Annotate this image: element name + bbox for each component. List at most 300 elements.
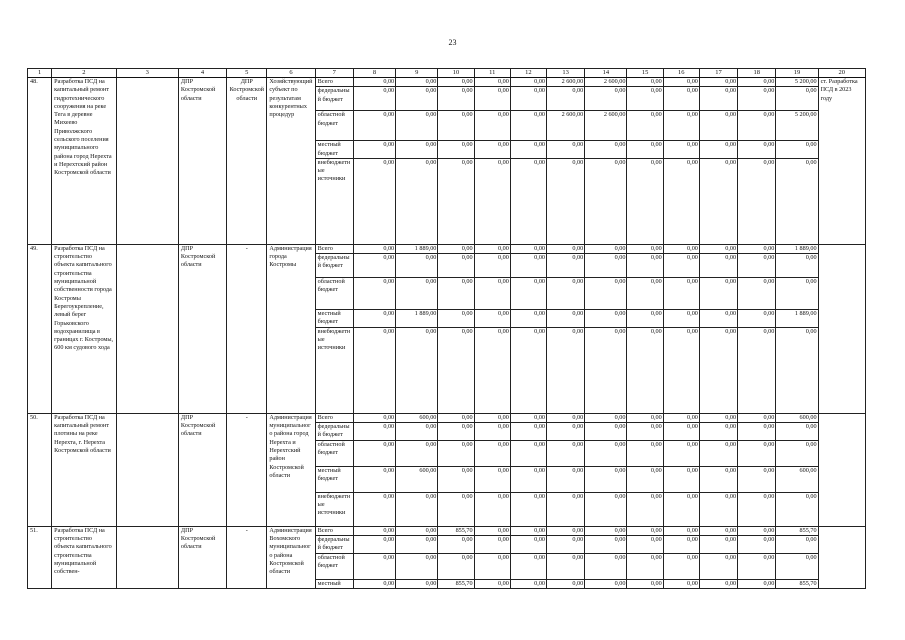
amount-cell: 0,00 [353, 158, 395, 244]
column-number-cell: 7 [315, 69, 353, 78]
amount-cell: 0,00 [699, 327, 737, 413]
amount-cell: 0,00 [738, 78, 776, 87]
amount-cell: 0,00 [510, 579, 546, 588]
amount-cell: 0,00 [474, 492, 510, 526]
amount-cell: 0,00 [738, 310, 776, 328]
amount-cell: 0,00 [699, 87, 737, 111]
amount-cell: 0,00 [353, 254, 395, 278]
amount-cell: 0,00 [510, 535, 546, 553]
column-number-cell: 18 [738, 69, 776, 78]
amount-cell: 0,00 [585, 553, 627, 579]
entry-number: 51. [28, 526, 52, 588]
amount-cell: 0,00 [627, 278, 663, 310]
amount-cell: 0,00 [353, 440, 395, 466]
amount-cell: 0,00 [396, 254, 438, 278]
amount-cell: 0,00 [627, 141, 663, 159]
entry-coexecutor: - [227, 244, 267, 413]
column-number-cell: 17 [699, 69, 737, 78]
amount-cell: 0,00 [699, 278, 737, 310]
entry-col-3 [116, 244, 178, 413]
amount-cell: 0,00 [438, 244, 474, 253]
amount-cell: 0,00 [547, 466, 585, 492]
amount-cell: 0,00 [627, 327, 663, 413]
amount-cell: 0,00 [474, 310, 510, 328]
amount-cell: 0,00 [353, 310, 395, 328]
amount-cell: 0,00 [585, 535, 627, 553]
amount-cell: 0,00 [663, 158, 699, 244]
amount-cell: 0,00 [585, 254, 627, 278]
amount-cell: 0,00 [627, 254, 663, 278]
table-row [28, 78, 866, 87]
amount-cell: 0,00 [738, 535, 776, 553]
funding-source: федеральный бюджет [315, 423, 353, 441]
amount-cell: 0,00 [663, 440, 699, 466]
amount-cell: 0,00 [438, 423, 474, 441]
amount-cell: 0,00 [353, 526, 395, 535]
amount-cell: 0,00 [627, 526, 663, 535]
amount-cell: 0,00 [699, 78, 737, 87]
amount-cell: 0,00 [627, 244, 663, 253]
amount-cell: 0,00 [396, 579, 438, 588]
entry-name: Разработка ПСД на капитальный ремонт гидротехнического сооружения на реке Тега в деревне Михеево Приволжского сельского поселения муниципального района город Нерехта и Нерехтский район Костромской области [52, 78, 116, 245]
amount-cell: 0,00 [699, 423, 737, 441]
amount-cell: 0,00 [353, 423, 395, 441]
amount-cell: 0,00 [699, 466, 737, 492]
amount-cell: 0,00 [663, 492, 699, 526]
amount-cell: 0,00 [776, 158, 818, 244]
column-number-row [28, 69, 866, 78]
amount-cell: 0,00 [474, 278, 510, 310]
amount-cell: 0,00 [585, 492, 627, 526]
entry-note: ст. Разработка ПСД в 2023 году [818, 78, 865, 245]
amount-cell: 0,00 [438, 553, 474, 579]
entry-responsible: ДПР Костромской области [178, 413, 226, 526]
amount-cell: 0,00 [510, 423, 546, 441]
amount-cell: 0,00 [585, 423, 627, 441]
amount-cell: 0,00 [353, 141, 395, 159]
column-number-cell: 1 [28, 69, 52, 78]
amount-cell: 0,00 [663, 553, 699, 579]
funding-source: федеральный бюджет [315, 254, 353, 278]
entry-coexecutor: - [227, 413, 267, 526]
amount-cell: 0,00 [353, 579, 395, 588]
amount-cell: 0,00 [547, 553, 585, 579]
amount-cell: 2 600,00 [547, 111, 585, 141]
amount-cell: 855,70 [776, 579, 818, 588]
amount-cell: 2 600,00 [585, 111, 627, 141]
amount-cell: 0,00 [396, 535, 438, 553]
amount-cell: 0,00 [627, 553, 663, 579]
entry-number: 48. [28, 78, 52, 245]
funding-source: областной бюджет [315, 278, 353, 310]
amount-cell: 0,00 [474, 141, 510, 159]
amount-cell: 0,00 [510, 111, 546, 141]
amount-cell: 0,00 [738, 579, 776, 588]
amount-cell: 0,00 [585, 278, 627, 310]
amount-cell: 0,00 [627, 158, 663, 244]
amount-cell: 0,00 [353, 78, 395, 87]
amount-cell: 0,00 [738, 111, 776, 141]
amount-cell: 0,00 [738, 466, 776, 492]
entry-name: Разработка ПСД на строительство объекта капитального строительства муниципальной собствен- [52, 526, 116, 588]
amount-cell: 0,00 [738, 327, 776, 413]
amount-cell: 0,00 [474, 254, 510, 278]
amount-cell: 0,00 [353, 111, 395, 141]
amount-cell: 0,00 [738, 440, 776, 466]
amount-cell: 1 889,00 [776, 310, 818, 328]
column-number-cell: 2 [52, 69, 116, 78]
amount-cell: 0,00 [699, 141, 737, 159]
amount-cell: 0,00 [663, 413, 699, 422]
entry-responsible: ДПР Костромской области [178, 244, 226, 413]
amount-cell: 0,00 [663, 535, 699, 553]
amount-cell: 0,00 [699, 526, 737, 535]
amount-cell: 0,00 [438, 78, 474, 87]
entry-executor: Администрация города Костромы [267, 244, 315, 413]
amount-cell: 0,00 [510, 526, 546, 535]
amount-cell: 0,00 [510, 310, 546, 328]
amount-cell: 0,00 [438, 87, 474, 111]
amount-cell: 0,00 [663, 423, 699, 441]
entry-note [818, 413, 865, 526]
column-number-cell: 15 [627, 69, 663, 78]
amount-cell: 0,00 [776, 535, 818, 553]
amount-cell: 0,00 [547, 254, 585, 278]
entry-responsible: ДПР Костромской области [178, 78, 226, 245]
amount-cell: 600,00 [776, 466, 818, 492]
column-number-cell: 5 [227, 69, 267, 78]
funding-source: местный бюджет [315, 466, 353, 492]
amount-cell: 0,00 [510, 492, 546, 526]
amount-cell: 0,00 [585, 158, 627, 244]
amount-cell: 0,00 [699, 310, 737, 328]
amount-cell: 0,00 [585, 327, 627, 413]
amount-cell: 0,00 [396, 423, 438, 441]
amount-cell: 0,00 [510, 254, 546, 278]
amount-cell: 0,00 [474, 579, 510, 588]
amount-cell: 0,00 [547, 278, 585, 310]
amount-cell: 0,00 [627, 78, 663, 87]
amount-cell: 0,00 [396, 141, 438, 159]
amount-cell: 0,00 [738, 244, 776, 253]
amount-cell: 0,00 [627, 535, 663, 553]
amount-cell: 0,00 [474, 440, 510, 466]
amount-cell: 0,00 [396, 553, 438, 579]
amount-cell: 0,00 [353, 244, 395, 253]
amount-cell: 0,00 [738, 423, 776, 441]
amount-cell: 600,00 [396, 466, 438, 492]
amount-cell: 0,00 [699, 413, 737, 422]
amount-cell: 0,00 [627, 413, 663, 422]
table-row [28, 244, 866, 253]
table-row [28, 526, 866, 535]
amount-cell: 0,00 [474, 87, 510, 111]
amount-cell: 0,00 [510, 78, 546, 87]
amount-cell: 0,00 [510, 440, 546, 466]
amount-cell: 0,00 [438, 111, 474, 141]
column-number-cell: 13 [547, 69, 585, 78]
amount-cell: 1 889,00 [396, 244, 438, 253]
amount-cell: 0,00 [396, 492, 438, 526]
amount-cell: 0,00 [738, 158, 776, 244]
amount-cell: 0,00 [353, 553, 395, 579]
amount-cell: 0,00 [776, 440, 818, 466]
amount-cell: 0,00 [474, 327, 510, 413]
amount-cell: 0,00 [776, 278, 818, 310]
amount-cell: 0,00 [738, 141, 776, 159]
amount-cell: 0,00 [474, 526, 510, 535]
amount-cell: 0,00 [547, 141, 585, 159]
amount-cell: 0,00 [776, 141, 818, 159]
column-number-cell: 8 [353, 69, 395, 78]
column-number-cell: 19 [776, 69, 818, 78]
amount-cell: 0,00 [663, 526, 699, 535]
amount-cell: 0,00 [474, 78, 510, 87]
amount-cell: 0,00 [738, 553, 776, 579]
entry-col-3 [116, 78, 178, 245]
amount-cell: 0,00 [438, 492, 474, 526]
amount-cell: 0,00 [510, 278, 546, 310]
amount-cell: 0,00 [699, 158, 737, 244]
amount-cell: 0,00 [585, 141, 627, 159]
amount-cell: 0,00 [438, 158, 474, 244]
amount-cell: 0,00 [396, 87, 438, 111]
entry-executor: Администрация Вохомского муниципального района Костромской области [267, 526, 315, 588]
amount-cell: 0,00 [474, 535, 510, 553]
entry-note [818, 244, 865, 413]
amount-cell: 0,00 [776, 327, 818, 413]
column-number-cell: 12 [510, 69, 546, 78]
entry-coexecutor: - [227, 526, 267, 588]
amount-cell: 0,00 [510, 553, 546, 579]
amount-cell: 0,00 [547, 492, 585, 526]
amount-cell: 0,00 [396, 278, 438, 310]
amount-cell: 0,00 [738, 254, 776, 278]
amount-cell: 0,00 [396, 526, 438, 535]
funding-source: внебюджетные источники [315, 492, 353, 526]
amount-cell: 0,00 [663, 310, 699, 328]
amount-cell: 0,00 [776, 87, 818, 111]
amount-cell: 0,00 [627, 440, 663, 466]
funding-source: Всего [315, 413, 353, 422]
amount-cell: 0,00 [663, 254, 699, 278]
entry-executor: Администрация муниципального района город Нерехта и Нерехтский район Костромской области [267, 413, 315, 526]
amount-cell: 0,00 [663, 466, 699, 492]
amount-cell: 0,00 [510, 413, 546, 422]
column-number-cell: 4 [178, 69, 226, 78]
amount-cell: 0,00 [663, 87, 699, 111]
amount-cell: 0,00 [438, 310, 474, 328]
financing-table [27, 68, 866, 589]
amount-cell: 0,00 [738, 492, 776, 526]
amount-cell: 0,00 [585, 413, 627, 422]
column-number-cell: 9 [396, 69, 438, 78]
amount-cell: 0,00 [585, 310, 627, 328]
amount-cell: 0,00 [547, 440, 585, 466]
entry-responsible: ДПР Костромской области [178, 526, 226, 588]
amount-cell: 0,00 [396, 440, 438, 466]
amount-cell: 0,00 [776, 254, 818, 278]
amount-cell: 0,00 [353, 327, 395, 413]
amount-cell: 600,00 [396, 413, 438, 422]
amount-cell: 0,00 [474, 111, 510, 141]
funding-source: Всего [315, 244, 353, 253]
amount-cell: 0,00 [663, 111, 699, 141]
amount-cell: 0,00 [663, 244, 699, 253]
entry-number: 49. [28, 244, 52, 413]
amount-cell: 0,00 [547, 413, 585, 422]
amount-cell: 0,00 [585, 526, 627, 535]
amount-cell: 2 600,00 [585, 78, 627, 87]
amount-cell: 0,00 [438, 466, 474, 492]
amount-cell: 0,00 [438, 327, 474, 413]
amount-cell: 0,00 [776, 423, 818, 441]
entry-coexecutor: ДПР Костромской области [227, 78, 267, 245]
amount-cell: 0,00 [438, 535, 474, 553]
amount-cell: 0,00 [627, 423, 663, 441]
amount-cell: 0,00 [699, 244, 737, 253]
funding-source: областной бюджет [315, 440, 353, 466]
amount-cell: 0,00 [438, 413, 474, 422]
amount-cell: 0,00 [547, 158, 585, 244]
amount-cell: 0,00 [585, 579, 627, 588]
amount-cell: 0,00 [627, 579, 663, 588]
table-row [28, 413, 866, 422]
funding-source: Всего [315, 526, 353, 535]
amount-cell: 0,00 [776, 492, 818, 526]
amount-cell: 855,70 [438, 579, 474, 588]
amount-cell: 0,00 [699, 535, 737, 553]
funding-source: федеральный бюджет [315, 87, 353, 111]
amount-cell: 0,00 [547, 87, 585, 111]
amount-cell: 0,00 [510, 466, 546, 492]
amount-cell: 0,00 [663, 141, 699, 159]
amount-cell: 0,00 [738, 413, 776, 422]
amount-cell: 0,00 [699, 579, 737, 588]
amount-cell: 0,00 [585, 440, 627, 466]
amount-cell: 0,00 [353, 87, 395, 111]
entry-name: Разработка ПСД на строительство объекта капитального строительства муниципальной собственности города Костромы Берегоукрепление, левый берег Горьковского водохранилища в границах г. Костромы, 600 км судового хода [52, 244, 116, 413]
amount-cell: 600,00 [776, 413, 818, 422]
amount-cell: 0,00 [353, 492, 395, 526]
amount-cell: 0,00 [627, 111, 663, 141]
amount-cell: 0,00 [474, 553, 510, 579]
amount-cell: 0,00 [699, 553, 737, 579]
column-number-cell: 14 [585, 69, 627, 78]
amount-cell: 0,00 [585, 466, 627, 492]
amount-cell: 0,00 [547, 535, 585, 553]
amount-cell: 0,00 [474, 466, 510, 492]
amount-cell: 5 200,00 [776, 111, 818, 141]
amount-cell: 0,00 [474, 413, 510, 422]
funding-source: местный бюджет [315, 141, 353, 159]
entry-note [818, 526, 865, 588]
entry-executor: Хозяйствующий субъект по результатам конкурентных процедур [267, 78, 315, 245]
amount-cell: 0,00 [510, 244, 546, 253]
amount-cell: 1 889,00 [776, 244, 818, 253]
amount-cell: 0,00 [663, 78, 699, 87]
funding-source: Всего [315, 78, 353, 87]
column-number-cell: 6 [267, 69, 315, 78]
amount-cell: 0,00 [438, 440, 474, 466]
amount-cell: 0,00 [699, 111, 737, 141]
amount-cell: 0,00 [510, 87, 546, 111]
amount-cell: 0,00 [547, 244, 585, 253]
funding-source: внебюджетные источники [315, 327, 353, 413]
amount-cell: 0,00 [396, 158, 438, 244]
amount-cell: 0,00 [547, 423, 585, 441]
amount-cell: 0,00 [438, 254, 474, 278]
amount-cell: 0,00 [353, 278, 395, 310]
column-number-cell: 11 [474, 69, 510, 78]
amount-cell: 0,00 [663, 579, 699, 588]
entry-number: 50. [28, 413, 52, 526]
amount-cell: 0,00 [353, 466, 395, 492]
amount-cell: 0,00 [663, 327, 699, 413]
amount-cell: 0,00 [547, 526, 585, 535]
amount-cell: 0,00 [396, 327, 438, 413]
amount-cell: 0,00 [438, 141, 474, 159]
amount-cell: 0,00 [547, 327, 585, 413]
amount-cell: 0,00 [547, 310, 585, 328]
funding-source: местный [315, 579, 353, 588]
funding-source: областной бюджет [315, 553, 353, 579]
amount-cell: 0,00 [510, 327, 546, 413]
column-number-cell: 10 [438, 69, 474, 78]
amount-cell: 0,00 [699, 254, 737, 278]
amount-cell: 855,70 [438, 526, 474, 535]
amount-cell: 0,00 [474, 244, 510, 253]
amount-cell: 0,00 [699, 440, 737, 466]
column-number-cell: 16 [663, 69, 699, 78]
funding-source: федеральный бюджет [315, 535, 353, 553]
amount-cell: 0,00 [699, 492, 737, 526]
amount-cell: 0,00 [474, 158, 510, 244]
entry-name: Разработка ПСД на капитальный ремонт плотины на реке Нерехта, г. Нерехта Костромской области [52, 413, 116, 526]
funding-source: областной бюджет [315, 111, 353, 141]
amount-cell: 0,00 [738, 278, 776, 310]
entry-col-3 [116, 526, 178, 588]
amount-cell: 0,00 [663, 278, 699, 310]
amount-cell: 0,00 [474, 423, 510, 441]
amount-cell: 0,00 [353, 535, 395, 553]
amount-cell: 0,00 [510, 141, 546, 159]
amount-cell: 2 600,00 [547, 78, 585, 87]
amount-cell: 0,00 [396, 111, 438, 141]
column-number-cell: 20 [818, 69, 865, 78]
entry-col-3 [116, 413, 178, 526]
amount-cell: 1 889,00 [396, 310, 438, 328]
amount-cell: 0,00 [627, 310, 663, 328]
amount-cell: 0,00 [547, 579, 585, 588]
amount-cell: 0,00 [627, 87, 663, 111]
column-number-cell: 3 [116, 69, 178, 78]
amount-cell: 0,00 [510, 158, 546, 244]
amount-cell: 0,00 [353, 413, 395, 422]
amount-cell: 855,70 [776, 526, 818, 535]
amount-cell: 0,00 [738, 526, 776, 535]
amount-cell: 0,00 [585, 87, 627, 111]
funding-source: местный бюджет [315, 310, 353, 328]
amount-cell: 0,00 [627, 492, 663, 526]
funding-source: внебюджетные источники [315, 158, 353, 244]
amount-cell: 0,00 [585, 244, 627, 253]
page-number: 23 [448, 38, 457, 47]
amount-cell: 0,00 [627, 466, 663, 492]
amount-cell: 0,00 [738, 87, 776, 111]
amount-cell: 0,00 [776, 553, 818, 579]
amount-cell: 0,00 [396, 78, 438, 87]
